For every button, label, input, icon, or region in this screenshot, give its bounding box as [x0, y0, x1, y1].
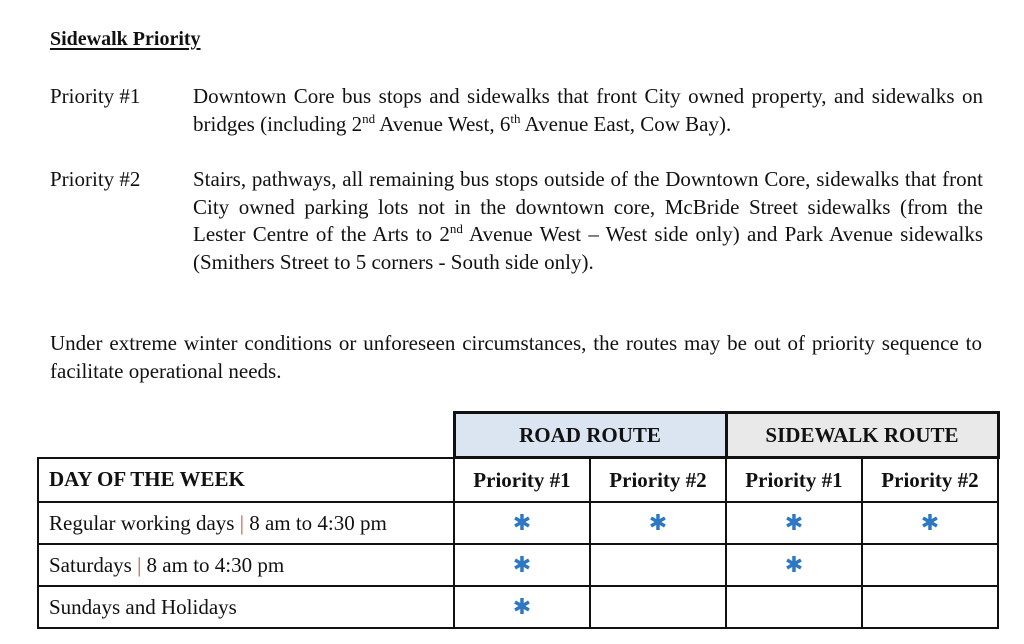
mark-cell: [726, 502, 862, 544]
day-cell: Sundays and Holidays: [38, 586, 454, 628]
road-priority-1-header: Priority #1: [454, 458, 590, 503]
mark-cell: [590, 502, 726, 544]
sidewalk-route-header: SIDEWALK ROUTE: [726, 413, 998, 458]
mark-cell: [862, 586, 998, 628]
asterisk-icon: ✱: [512, 594, 532, 620]
road-route-header: ROAD ROUTE: [454, 413, 726, 458]
asterisk-icon: ✱: [784, 510, 804, 536]
road-priority-2-header: Priority #2: [590, 458, 726, 503]
mark-cell: [590, 586, 726, 628]
mark-cell: [862, 544, 998, 586]
sidewalk-priority-1-header: Priority #1: [726, 458, 862, 503]
priority-2-description: Stairs, pathways, all remaining bus stops outside of the Downtown Core, sidewalks that front City owned parking lots not in the downtown core, McBride Street sidewalks (from the Lester Centre of the Arts to 2nd Avenue West – West side only) and Park Avenue sidewalks (Smithers Street to 5 corners - South side only).: [193, 167, 983, 274]
mark-cell: [590, 544, 726, 586]
priority-2-block: [50, 166, 990, 306]
asterisk-icon: ✱: [920, 510, 940, 536]
route-schedule-table: [37, 411, 1000, 629]
mark-cell: [454, 586, 590, 628]
priority-1-block: [50, 83, 990, 143]
mark-cell: [726, 586, 862, 628]
section-heading: Sidewalk Priority: [50, 28, 201, 50]
table-row: [38, 544, 998, 586]
day-cell: Regular working days | 8 am to 4:30 pm: [38, 502, 454, 544]
table-row: [38, 586, 998, 628]
column-header-row: [38, 458, 998, 503]
priority-1-label: Priority #1: [50, 84, 141, 108]
table-row: [38, 502, 998, 544]
priority-2-label: Priority #2: [50, 167, 141, 191]
asterisk-icon: ✱: [512, 510, 532, 536]
asterisk-icon: ✱: [648, 510, 668, 536]
operational-note: Under extreme winter conditions or unforeseen circumstances, the routes may be out of priority sequence to facilitate operational needs.: [50, 331, 982, 383]
mark-cell: [862, 502, 998, 544]
group-header-row: [38, 413, 998, 458]
priority-1-description: Downtown Core bus stops and sidewalks that front City owned property, and sidewalks on bridges (including 2nd Avenue West, 6th Avenue East, Cow Bay).: [193, 84, 983, 136]
mark-cell: [726, 544, 862, 586]
asterisk-icon: ✱: [512, 552, 532, 578]
mark-cell: [454, 502, 590, 544]
blank-corner: [38, 413, 454, 458]
day-of-week-header: DAY OF THE WEEK: [38, 458, 454, 503]
asterisk-icon: ✱: [784, 552, 804, 578]
sidewalk-priority-2-header: Priority #2: [862, 458, 998, 503]
mark-cell: [454, 544, 590, 586]
day-cell: Saturdays | 8 am to 4:30 pm: [38, 544, 454, 586]
